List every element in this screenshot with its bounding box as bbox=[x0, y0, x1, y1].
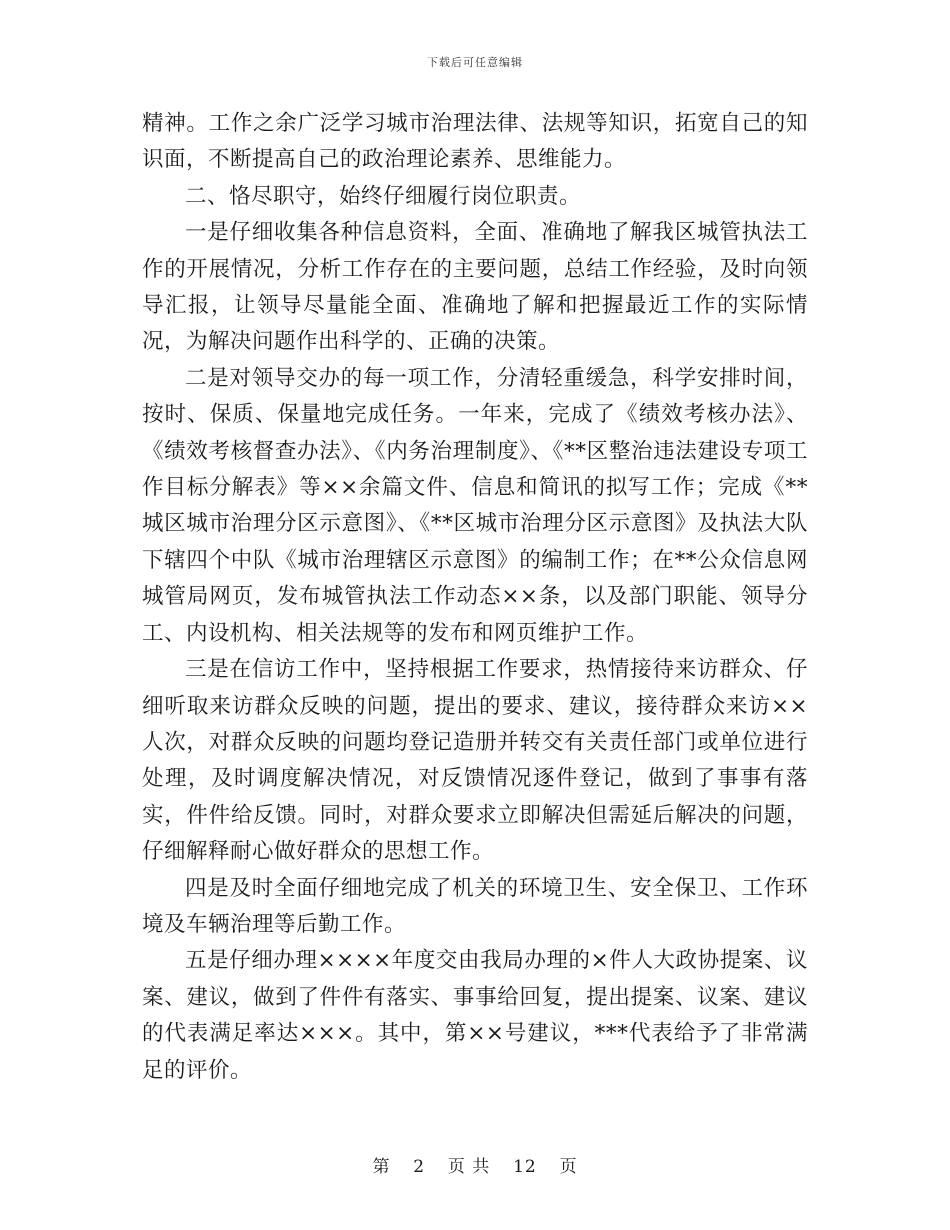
paragraph-5: 三是在信访工作中，坚持根据工作要求，热情接待来访群众、仔细听取来访群众反映的问题，提出的要求、建议，接待群众来访××人次，对群众反映的问题均登记造册并转交有关责任部门或单位进行处理，及时调度解决情况，对反馈情况逐件登记，做到了事事有落实，件件给反馈。同时，对群众要求立即解决但需延后解决的问题，仔细解释耐心做好群众的思想工作。 bbox=[142, 657, 808, 865]
header-note: 下载后可任意编辑 bbox=[427, 56, 523, 69]
paragraph-6: 四是及时全面仔细地完成了机关的环境卫生、安全保卫、工作环境及车辆治理等后勤工作。 bbox=[142, 875, 808, 937]
paragraph-1: 精神。工作之余广泛学习城市治理法律、法规等知识，拓宽自己的知识面，不断提高自己的政治理论素养、思维能力。 bbox=[142, 111, 808, 173]
paragraph-3: 一是仔细收集各种信息资料，全面、准确地了解我区城管执法工作的开展情况，分析工作存在的主要问题，总结工作经验，及时向领导汇报，让领导尽量能全面、准确地了解和把握最近工作的实际情况，为解决问题作出科学的、正确的决策。 bbox=[142, 220, 808, 355]
footer-total-pages: 12 bbox=[513, 1157, 537, 1177]
paragraph-4: 二是对领导交办的每一项工作，分清轻重缓急，科学安排时间，按时、保质、保量地完成任务。一年来，完成了《绩效考核办法》、《绩效考核督查办法》、《内务治理制度》、《**区整治违法建设专项工作目标分解表》等××余篇文件、信息和简讯的拟写工作；完成《**城区城市治理分区示意图》、《**区城市治理分区示意图》及执法大队下辖四个中队《城市治理辖区示意图》的编制工作；在**公众信息网城管局网页，发布城管执法工作动态××条，以及部门职能、领导分工、内设机构、相关法规等的发布和网页维护工作。 bbox=[142, 365, 808, 646]
footer-page-number: 2 bbox=[413, 1157, 426, 1177]
document-body bbox=[142, 106, 808, 1089]
paragraph-2: 二、恪尽职守，始终仔细履行岗位职责。 bbox=[185, 183, 582, 209]
page-footer bbox=[0, 1152, 950, 1177]
footer-middle: 页 共 bbox=[447, 1157, 491, 1177]
paragraph-7: 五是仔细办理××××年度交由我局办理的×件人大政协提案、议案、建议，做到了件件有落实、事事给回复，提出提案、议案、建议的代表满足率达×××。其中，第××号建议，***代表给予了非常满足的评价。 bbox=[142, 948, 808, 1083]
footer-prefix: 第 bbox=[372, 1157, 391, 1177]
footer-suffix: 页 bbox=[559, 1157, 578, 1177]
